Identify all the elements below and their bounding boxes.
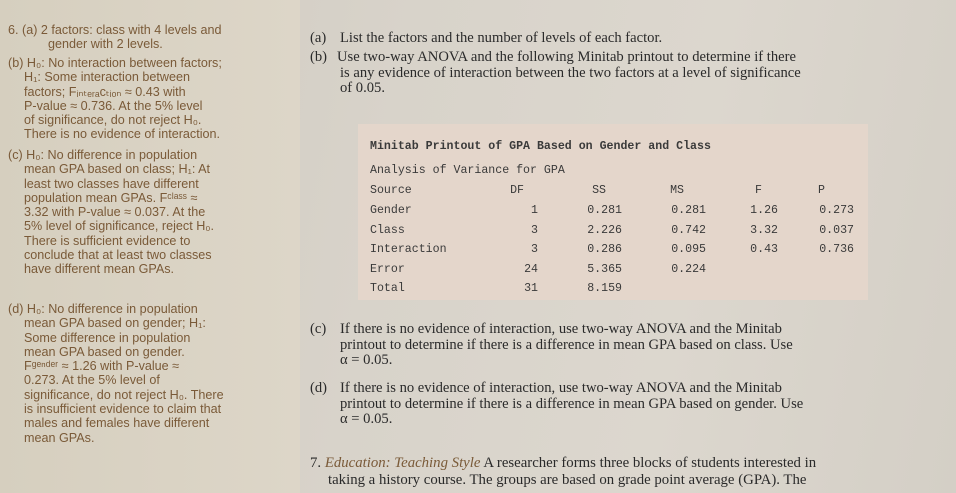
anova-subtitle: Analysis of Variance for GPA [370, 164, 565, 177]
answer-line: mean GPA based on gender. [24, 344, 185, 359]
table-cell: 31 [524, 282, 538, 295]
table-row [370, 282, 870, 296]
table-cell: Gender [370, 204, 412, 217]
table-cell: 0.286 [587, 243, 622, 256]
table-row [370, 224, 870, 238]
table-cell: 0.095 [671, 243, 706, 256]
answer-block [8, 23, 298, 52]
answer-line: Some difference in population [24, 330, 191, 345]
question-d-text [340, 381, 900, 428]
answer-line: P-value ≈ 0.736. At the 5% level [24, 98, 203, 113]
table-cell: 1 [531, 204, 538, 217]
table-cell: Source [370, 184, 412, 197]
answer-column [0, 0, 300, 493]
answer-line: factors; Fᵢₙₜₑᵣₐcₜᵢₒₙ ≈ 0.43 with [24, 84, 186, 99]
answer-line: mean GPA based on class; H₁: At [24, 162, 211, 177]
answer-block [8, 56, 298, 142]
question-c-text [340, 322, 900, 369]
answer-line: of significance, do not reject H₀. [24, 113, 202, 128]
table-cell: 0.281 [671, 204, 706, 217]
minitab-printout [358, 124, 868, 300]
question-a-label: (a) [310, 30, 327, 46]
question-column [310, 0, 956, 493]
table-cell: F [755, 184, 762, 197]
question-line: printout to determine if there is a difference in mean GPA based on gender. Use [340, 395, 804, 412]
table-cell: Error [370, 262, 405, 276]
answer-line: 0.273. At the 5% level of [24, 373, 160, 388]
table-cell: 0.037 [819, 223, 854, 237]
table-row [370, 204, 870, 218]
table-cell: 8.159 [587, 282, 622, 295]
answer-line: mean GPAs. [24, 430, 95, 445]
table-cell: Total [370, 282, 405, 295]
question-7-heading: Education: Teaching Style [324, 455, 481, 471]
answer-line: H₁: Some interaction between [24, 70, 190, 85]
answer-line: males and females have different [24, 416, 210, 431]
answer-line: significance, do not reject H₀. There [24, 387, 224, 402]
table-cell: 0.736 [819, 243, 854, 256]
table-cell: 24 [524, 262, 538, 276]
question-7 [310, 455, 930, 489]
table-cell: SS [592, 184, 606, 197]
table-header-row [370, 184, 870, 198]
table-cell: Class [370, 223, 405, 237]
question-7-line-1 [310, 455, 930, 472]
table-cell: 0.224 [671, 262, 706, 276]
question-7-text: A researcher forms three blocks of students interested in [483, 455, 817, 471]
table-cell: 0.43 [750, 243, 778, 256]
question-line: printout to determine if there is a difference in mean GPA based on class. Use [340, 336, 793, 353]
table-cell: 0.742 [671, 223, 706, 237]
question-line: is any evidence of interaction between the two factors at a level of significance [340, 64, 801, 81]
question-a-text [340, 31, 900, 47]
question-line: If there is no evidence of interaction, use two-way ANOVA and the Minitab [340, 380, 782, 396]
answer-line: have different mean GPAs. [24, 262, 175, 277]
answer-line: 3.32 with P-value ≈ 0.037. At the [24, 205, 206, 220]
question-c-label: (c) [310, 321, 327, 337]
answer-block [8, 148, 298, 277]
question-line: List the factors and the number of levels of each factor. [340, 30, 663, 46]
question-line: α = 0.05. [340, 411, 393, 428]
question-7-line-2: taking a history course. The groups are based on grade point average (GPA). The [328, 472, 807, 488]
question-b-label: (b) [310, 49, 328, 65]
answer-line: (c) H₀: No difference in population [8, 148, 198, 162]
table-cell: 2.226 [587, 223, 622, 237]
answer-line: is insufficient evidence to claim that [24, 402, 222, 417]
answer-line: There is sufficient evidence to [24, 233, 191, 248]
question-d-label: (d) [310, 380, 328, 396]
table-cell: DF [510, 184, 524, 197]
table-cell: 1.26 [750, 204, 778, 217]
question-line: Use two-way ANOVA and the following Minitab printout to determine if there [337, 49, 796, 65]
question-line: of 0.05. [340, 80, 385, 97]
answer-line: (d) H₀: No difference in population [8, 302, 198, 316]
answer-line: 5% level of significance, reject H₀. [24, 219, 215, 234]
table-cell: 0.281 [587, 204, 622, 217]
answer-line: (b) H₀: No interaction between factors; [8, 56, 222, 70]
table-cell: P [818, 184, 825, 197]
question-b-text [337, 49, 900, 97]
question-line: α = 0.05. [340, 352, 393, 369]
table-cell: 3 [531, 243, 538, 256]
table-row [370, 263, 870, 277]
answer-line: mean GPA based on gender; H₁: [24, 316, 206, 331]
printout-title: Minitab Printout of GPA Based on Gender and Class [370, 140, 711, 153]
question-7-number: 7. [310, 455, 322, 471]
answer-line: conclude that at least two classes [24, 248, 212, 263]
answer-line: gender with 2 levels. [48, 37, 163, 52]
table-cell: 3 [531, 223, 538, 237]
answer-block [8, 302, 298, 445]
table-row [370, 243, 870, 257]
answer-line: 6. (a) 2 factors: class with 4 levels and [8, 23, 222, 37]
question-line: If there is no evidence of interaction, use two-way ANOVA and the Minitab [340, 321, 782, 337]
table-cell: 0.273 [819, 204, 854, 217]
table-cell: 3.32 [750, 223, 778, 237]
table-cell: 5.365 [587, 262, 622, 276]
answer-line: population mean GPAs. Fᶜˡᵃˢˢ ≈ [24, 190, 198, 205]
table-cell: MS [670, 184, 684, 197]
table-cell: Interaction [370, 243, 447, 256]
answer-line: There is no evidence of interaction. [24, 127, 221, 142]
answer-line: least two classes have different [24, 176, 199, 191]
answer-line: Fᵍᵉⁿᵈᵉʳ ≈ 1.26 with P-value ≈ [24, 359, 180, 374]
